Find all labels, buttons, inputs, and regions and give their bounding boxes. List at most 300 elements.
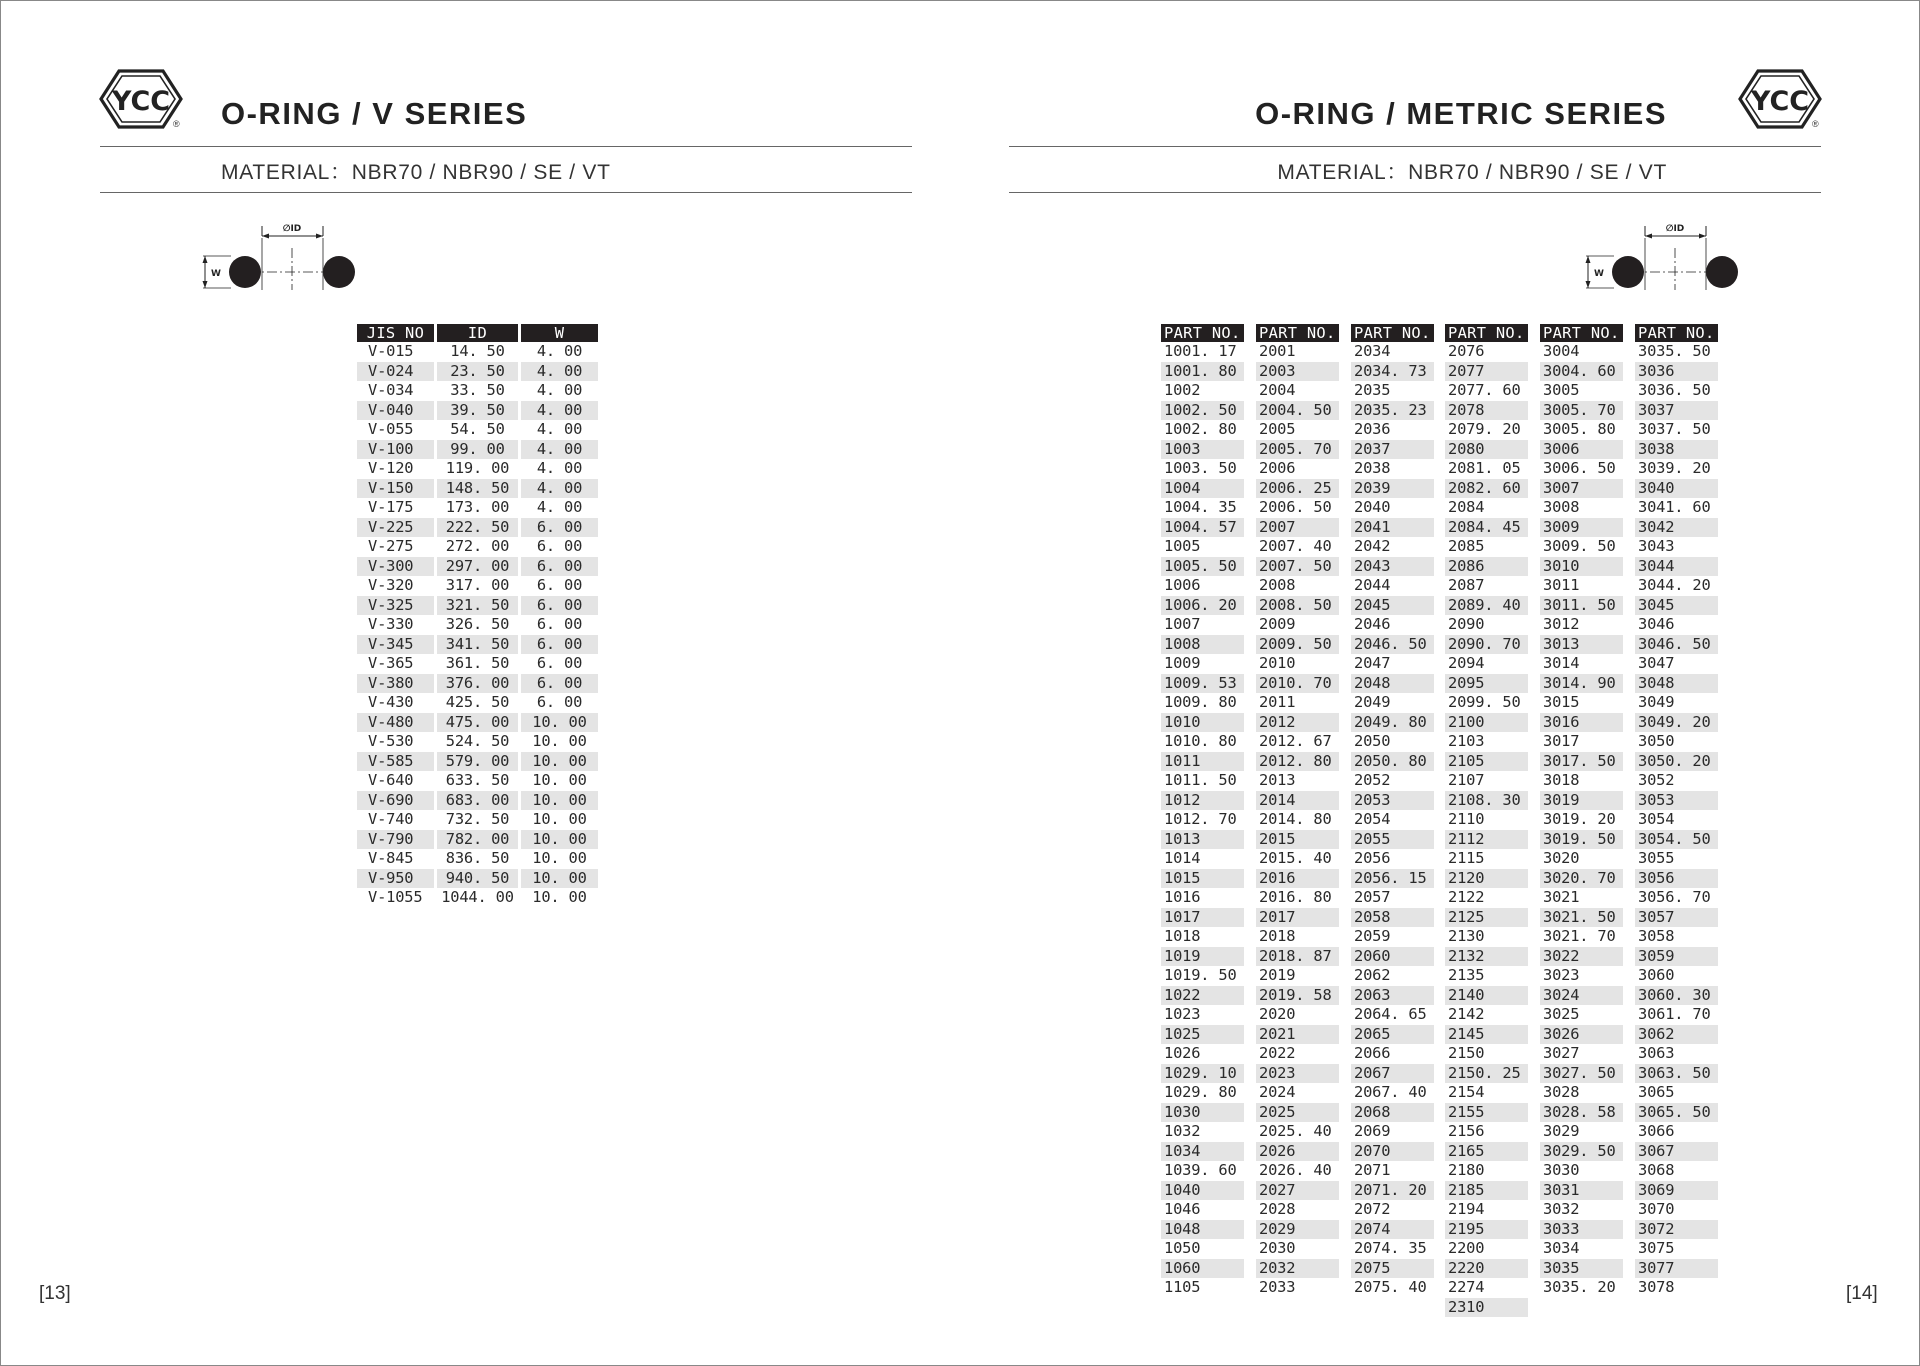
part-no-cell: 2135	[1445, 966, 1531, 986]
part-no-cell: 2038	[1351, 459, 1437, 479]
table-row	[1256, 381, 1342, 401]
table-row	[1635, 908, 1721, 928]
table-row	[1540, 986, 1626, 1006]
table-row	[1635, 615, 1721, 635]
table-row	[1351, 1142, 1437, 1162]
table-row	[1161, 927, 1247, 947]
table-row	[1256, 1122, 1342, 1142]
part-no-cell: 2274	[1445, 1278, 1531, 1298]
table-row	[1161, 732, 1247, 752]
table-row	[1635, 1239, 1721, 1259]
part-no-cell: 2072	[1351, 1200, 1437, 1220]
part-no-cell: 3032	[1540, 1200, 1626, 1220]
part-no-cell: 3014. 90	[1540, 674, 1626, 694]
part-no-cell: 2006. 50	[1256, 498, 1342, 518]
table-row	[1635, 1278, 1721, 1298]
part-no-cell: 2027	[1256, 1181, 1342, 1201]
table-row	[1635, 674, 1721, 694]
part-no-cell: 1039. 60	[1161, 1161, 1247, 1181]
table-row	[1161, 401, 1247, 421]
table-row	[1635, 771, 1721, 791]
part-no-cell: 1011	[1161, 752, 1247, 772]
part-no-cell: 2042	[1351, 537, 1437, 557]
part-no-cell: 2039	[1351, 479, 1437, 499]
part-no-cell: 1001. 17	[1161, 342, 1247, 362]
part-no-cell: 3035	[1540, 1259, 1626, 1279]
table-row	[1445, 1200, 1531, 1220]
part-no-cell: 2020	[1256, 1005, 1342, 1025]
part-no-cell: 3026	[1540, 1025, 1626, 1045]
table-row	[1635, 342, 1721, 362]
table-row	[1351, 1083, 1437, 1103]
table-row	[1351, 966, 1437, 986]
part-no-column	[1635, 324, 1717, 1298]
table-row	[1256, 596, 1342, 616]
table-row	[1351, 1005, 1437, 1025]
id-cell: 782. 00	[437, 830, 521, 850]
table-row	[357, 771, 601, 791]
part-no-cell: 2025. 40	[1256, 1122, 1342, 1142]
part-no-cell: 3066	[1635, 1122, 1721, 1142]
part-no-table	[1256, 324, 1342, 1298]
part-no-cell: 1009. 80	[1161, 693, 1247, 713]
part-no-cell: 3020	[1540, 849, 1626, 869]
table-row	[1635, 791, 1721, 811]
table-row	[1351, 537, 1437, 557]
part-no-cell: 1050	[1161, 1239, 1247, 1259]
table-row	[1256, 1181, 1342, 1201]
table-row	[1445, 1278, 1531, 1298]
table-row	[1161, 1181, 1247, 1201]
part-no-cell: 2046. 50	[1351, 635, 1437, 655]
table-row	[1445, 518, 1531, 538]
part-no-cell: 2095	[1445, 674, 1531, 694]
part-no-table	[1161, 324, 1247, 1298]
table-row	[1161, 518, 1247, 538]
table-row	[1256, 1278, 1342, 1298]
table-row	[1635, 1083, 1721, 1103]
part-no-cell: 2029	[1256, 1220, 1342, 1240]
table-row	[1256, 1142, 1342, 1162]
table-row	[1161, 771, 1247, 791]
part-no-cell: 1002	[1161, 381, 1247, 401]
part-no-cell: 2180	[1445, 1161, 1531, 1181]
part-no-cell: 2140	[1445, 986, 1531, 1006]
table-row	[1635, 401, 1721, 421]
part-no-cell: 1030	[1161, 1103, 1247, 1123]
part-no-cell: 2132	[1445, 947, 1531, 967]
part-no-cell: 2065	[1351, 1025, 1437, 1045]
part-no-cell: 2052	[1351, 771, 1437, 791]
table-row	[1635, 752, 1721, 772]
part-no-cell: 3019. 20	[1540, 810, 1626, 830]
part-no-cell: 2013	[1256, 771, 1342, 791]
table-row	[1635, 1064, 1721, 1084]
part-no-cell: 2004. 50	[1256, 401, 1342, 421]
jis-no-cell: V-480	[357, 713, 437, 733]
part-no-cell: 2067	[1351, 1064, 1437, 1084]
table-row	[1445, 732, 1531, 752]
part-no-cell: 3021. 50	[1540, 908, 1626, 928]
part-no-cell: 3007	[1540, 479, 1626, 499]
part-no-cell: 2154	[1445, 1083, 1531, 1103]
part-no-cell: 2077	[1445, 362, 1531, 382]
part-no-cell: 1012. 70	[1161, 810, 1247, 830]
table-row	[1161, 1220, 1247, 1240]
part-no-cell: 2043	[1351, 557, 1437, 577]
table-row	[1445, 693, 1531, 713]
table-row	[1635, 362, 1721, 382]
part-no-table	[1351, 324, 1437, 1298]
table-row	[1540, 966, 1626, 986]
table-row	[1445, 1044, 1531, 1064]
part-no-cell: 2019. 58	[1256, 986, 1342, 1006]
jis-no-cell: V-640	[357, 771, 437, 791]
jis-no-cell: V-330	[357, 615, 437, 635]
part-no-cell: 2079. 20	[1445, 420, 1531, 440]
part-no-column	[1540, 324, 1622, 1298]
part-no-cell: 1018	[1161, 927, 1247, 947]
part-no-cell: 2047	[1351, 654, 1437, 674]
table-row	[357, 635, 601, 655]
table-row	[1351, 908, 1437, 928]
part-no-cell: 2009	[1256, 615, 1342, 635]
table-row	[1540, 1064, 1626, 1084]
table-row	[1351, 576, 1437, 596]
table-row	[1635, 986, 1721, 1006]
part-no-cell: 1040	[1161, 1181, 1247, 1201]
w-cell: 6. 00	[521, 518, 601, 538]
table-row	[1445, 830, 1531, 850]
part-no-cell: 1034	[1161, 1142, 1247, 1162]
table-row	[1161, 810, 1247, 830]
part-no-cell: 2063	[1351, 986, 1437, 1006]
part-no-cell: 2058	[1351, 908, 1437, 928]
part-no-cell: 2081. 05	[1445, 459, 1531, 479]
part-no-cell: 2012. 67	[1256, 732, 1342, 752]
part-no-cell: 2112	[1445, 830, 1531, 850]
part-no-cell: 2075	[1351, 1259, 1437, 1279]
part-no-cell: 3028	[1540, 1083, 1626, 1103]
table-header-row	[1161, 324, 1247, 342]
part-no-cell: 2200	[1445, 1239, 1531, 1259]
w-cell: 10. 00	[521, 732, 601, 752]
part-no-cell: 2084. 45	[1445, 518, 1531, 538]
jis-no-cell: V-740	[357, 810, 437, 830]
table-row	[1161, 713, 1247, 733]
table-row	[1540, 1142, 1626, 1162]
id-cell: 222. 50	[437, 518, 521, 538]
part-no-cell: 3062	[1635, 1025, 1721, 1045]
part-no-cell: 1003. 50	[1161, 459, 1247, 479]
table-row	[1161, 908, 1247, 928]
table-row	[1256, 635, 1342, 655]
w-cell: 4. 00	[521, 479, 601, 499]
part-no-cell: 1006	[1161, 576, 1247, 596]
table-row	[1540, 693, 1626, 713]
id-cell: 321. 50	[437, 596, 521, 616]
table-row	[1256, 693, 1342, 713]
part-no-cell: 3055	[1635, 849, 1721, 869]
part-no-cell: 1006. 20	[1161, 596, 1247, 616]
table-row	[1540, 752, 1626, 772]
table-row	[1635, 576, 1721, 596]
table-row	[1635, 1122, 1721, 1142]
table-row	[1161, 1200, 1247, 1220]
table-row	[1351, 732, 1437, 752]
table-row	[1635, 713, 1721, 733]
table-row	[1161, 1278, 1247, 1298]
part-no-cell: 3075	[1635, 1239, 1721, 1259]
id-cell: 54. 50	[437, 420, 521, 440]
table-row	[1256, 1259, 1342, 1279]
id-cell: 14. 50	[437, 342, 521, 362]
ycc-logo	[99, 68, 183, 130]
table-header-row	[1445, 324, 1531, 342]
table-row	[1540, 576, 1626, 596]
table-row	[1540, 1005, 1626, 1025]
table-row	[1161, 1142, 1247, 1162]
part-no-cell: 3009. 50	[1540, 537, 1626, 557]
table-row	[1351, 869, 1437, 889]
table-row	[1161, 1083, 1247, 1103]
part-no-cell: 2107	[1445, 771, 1531, 791]
part-no-cell: 1002. 80	[1161, 420, 1247, 440]
table-row	[357, 479, 601, 499]
part-no-cell: 3065. 50	[1635, 1103, 1721, 1123]
table-row	[1161, 459, 1247, 479]
table-row	[1635, 1181, 1721, 1201]
table-row	[1540, 1083, 1626, 1103]
part-no-cell: 3045	[1635, 596, 1721, 616]
table-row	[1540, 654, 1626, 674]
table-row	[1256, 1220, 1342, 1240]
table-row	[1540, 830, 1626, 850]
table-row	[357, 791, 601, 811]
part-no-cell: 2195	[1445, 1220, 1531, 1240]
part-no-cell: 2007. 40	[1256, 537, 1342, 557]
part-no-cell: 2030	[1256, 1239, 1342, 1259]
part-no-cell: 3048	[1635, 674, 1721, 694]
id-cell: 99. 00	[437, 440, 521, 460]
part-no-cell: 2045	[1351, 596, 1437, 616]
table-row	[1256, 986, 1342, 1006]
part-no-cell: 1011. 50	[1161, 771, 1247, 791]
table-row	[1351, 1103, 1437, 1123]
id-cell: 173. 00	[437, 498, 521, 518]
w-cell: 10. 00	[521, 888, 601, 908]
table-row	[1161, 1161, 1247, 1181]
part-no-cell: 3027	[1540, 1044, 1626, 1064]
table-row	[1256, 830, 1342, 850]
w-cell: 6. 00	[521, 674, 601, 694]
w-cell: 10. 00	[521, 869, 601, 889]
part-no-cell: 2165	[1445, 1142, 1531, 1162]
part-no-cell: 2090	[1445, 615, 1531, 635]
part-no-table	[1635, 324, 1721, 1298]
table-row	[1445, 440, 1531, 460]
part-no-cell: 1022	[1161, 986, 1247, 1006]
table-row	[1256, 713, 1342, 733]
part-no-cell: 2105	[1445, 752, 1531, 772]
table-row	[1256, 927, 1342, 947]
table-row	[1256, 732, 1342, 752]
table-row	[1351, 362, 1437, 382]
part-no-cell: 2015. 40	[1256, 849, 1342, 869]
part-no-cell: 3025	[1540, 1005, 1626, 1025]
table-row	[1161, 1259, 1247, 1279]
part-no-cell: 1002. 50	[1161, 401, 1247, 421]
table-row	[1540, 674, 1626, 694]
table-row	[1635, 440, 1721, 460]
part-no-cell: 3004	[1540, 342, 1626, 362]
table-row	[1161, 752, 1247, 772]
table-row	[1635, 947, 1721, 967]
divider-bottom	[1009, 192, 1821, 193]
jis-no-cell: V-175	[357, 498, 437, 518]
table-row	[1445, 537, 1531, 557]
table-row	[1161, 966, 1247, 986]
jis-no-cell: V-034	[357, 381, 437, 401]
part-no-cell: 3030	[1540, 1161, 1626, 1181]
table-row	[1161, 888, 1247, 908]
part-no-cell: 3056. 70	[1635, 888, 1721, 908]
part-no-cell: 2016. 80	[1256, 888, 1342, 908]
part-no-cell: 2048	[1351, 674, 1437, 694]
part-no-cell: 3069	[1635, 1181, 1721, 1201]
part-no-cell: 2022	[1256, 1044, 1342, 1064]
table-row	[1256, 615, 1342, 635]
table-row	[1351, 947, 1437, 967]
table-row	[1445, 1259, 1531, 1279]
part-no-cell: 2080	[1445, 440, 1531, 460]
part-no-cell: 3060	[1635, 966, 1721, 986]
table-row	[1635, 927, 1721, 947]
part-no-cell: 2066	[1351, 1044, 1437, 1064]
table-row	[1161, 420, 1247, 440]
table-row	[1161, 1103, 1247, 1123]
part-no-cell: 3029	[1540, 1122, 1626, 1142]
part-no-cell: 2155	[1445, 1103, 1531, 1123]
part-no-cell: 2077. 60	[1445, 381, 1531, 401]
table-row	[1540, 1181, 1626, 1201]
part-no-cell: 3049. 20	[1635, 713, 1721, 733]
part-no-cell: 3060. 30	[1635, 986, 1721, 1006]
part-no-cell: 2028	[1256, 1200, 1342, 1220]
table-row	[357, 674, 601, 694]
table-row	[1351, 420, 1437, 440]
table-row	[1635, 1259, 1721, 1279]
w-cell: 10. 00	[521, 849, 601, 869]
table-row	[1256, 1161, 1342, 1181]
table-row	[1635, 1103, 1721, 1123]
w-cell: 4. 00	[521, 342, 601, 362]
table-row	[1540, 1278, 1626, 1298]
table-row	[1540, 440, 1626, 460]
table-row	[357, 752, 601, 772]
part-no-cell: 2055	[1351, 830, 1437, 850]
part-no-cell: 2120	[1445, 869, 1531, 889]
jis-no-cell: V-325	[357, 596, 437, 616]
w-cell: 10. 00	[521, 713, 601, 733]
table-row	[1540, 888, 1626, 908]
id-cell: 39. 50	[437, 401, 521, 421]
part-no-cell: 2050. 80	[1351, 752, 1437, 772]
part-no-cell: 3031	[1540, 1181, 1626, 1201]
column-header-part-no: PART NO.	[1445, 324, 1531, 342]
table-row	[1161, 830, 1247, 850]
part-no-cell: 2007. 50	[1256, 557, 1342, 577]
w-cell: 6. 00	[521, 537, 601, 557]
table-row	[1161, 440, 1247, 460]
part-no-cell: 2021	[1256, 1025, 1342, 1045]
table-row	[1161, 1044, 1247, 1064]
w-cell: 4. 00	[521, 459, 601, 479]
part-no-cell: 3027. 50	[1540, 1064, 1626, 1084]
table-row	[1256, 654, 1342, 674]
svg-text:W: W	[1594, 269, 1604, 279]
table-row	[1540, 615, 1626, 635]
part-no-cell: 1004. 35	[1161, 498, 1247, 518]
table-row	[1635, 869, 1721, 889]
part-no-cell: 1010	[1161, 713, 1247, 733]
table-row	[1256, 771, 1342, 791]
part-no-cell: 2018. 87	[1256, 947, 1342, 967]
table-row	[1445, 1142, 1531, 1162]
table-row	[1540, 1161, 1626, 1181]
part-no-cell: 3021. 70	[1540, 927, 1626, 947]
svg-text:∅ID: ∅ID	[1665, 224, 1685, 234]
table-row	[1351, 596, 1437, 616]
part-no-cell: 3033	[1540, 1220, 1626, 1240]
table-row	[1445, 1161, 1531, 1181]
part-no-cell: 3050	[1635, 732, 1721, 752]
table-row	[1161, 635, 1247, 655]
part-no-cell: 2068	[1351, 1103, 1437, 1123]
part-no-cell: 3035. 50	[1635, 342, 1721, 362]
v-series-table	[357, 324, 601, 908]
table-row	[1445, 771, 1531, 791]
part-no-cell: 1060	[1161, 1259, 1247, 1279]
part-no-cell: 3023	[1540, 966, 1626, 986]
divider-top	[100, 146, 912, 147]
table-row	[1635, 518, 1721, 538]
part-no-cell: 3037. 50	[1635, 420, 1721, 440]
part-no-cell: 3061. 70	[1635, 1005, 1721, 1025]
jis-no-cell: V-225	[357, 518, 437, 538]
table-row	[1540, 381, 1626, 401]
part-no-cell: 2012	[1256, 713, 1342, 733]
table-row	[1445, 849, 1531, 869]
table-row	[1256, 498, 1342, 518]
part-no-cell: 3065	[1635, 1083, 1721, 1103]
part-no-cell: 1010. 80	[1161, 732, 1247, 752]
table-row	[1445, 1025, 1531, 1045]
part-no-cell: 1003	[1161, 440, 1247, 460]
part-no-cell: 3041. 60	[1635, 498, 1721, 518]
table-row	[1540, 557, 1626, 577]
part-no-cell: 3028. 58	[1540, 1103, 1626, 1123]
part-no-cell: 3043	[1635, 537, 1721, 557]
id-cell: 376. 00	[437, 674, 521, 694]
part-no-cell: 2071	[1351, 1161, 1437, 1181]
table-row	[1161, 1025, 1247, 1045]
part-no-cell: 2150	[1445, 1044, 1531, 1064]
table-row	[1351, 1200, 1437, 1220]
table-row	[1445, 674, 1531, 694]
table-row	[1540, 810, 1626, 830]
table-row	[357, 537, 601, 557]
